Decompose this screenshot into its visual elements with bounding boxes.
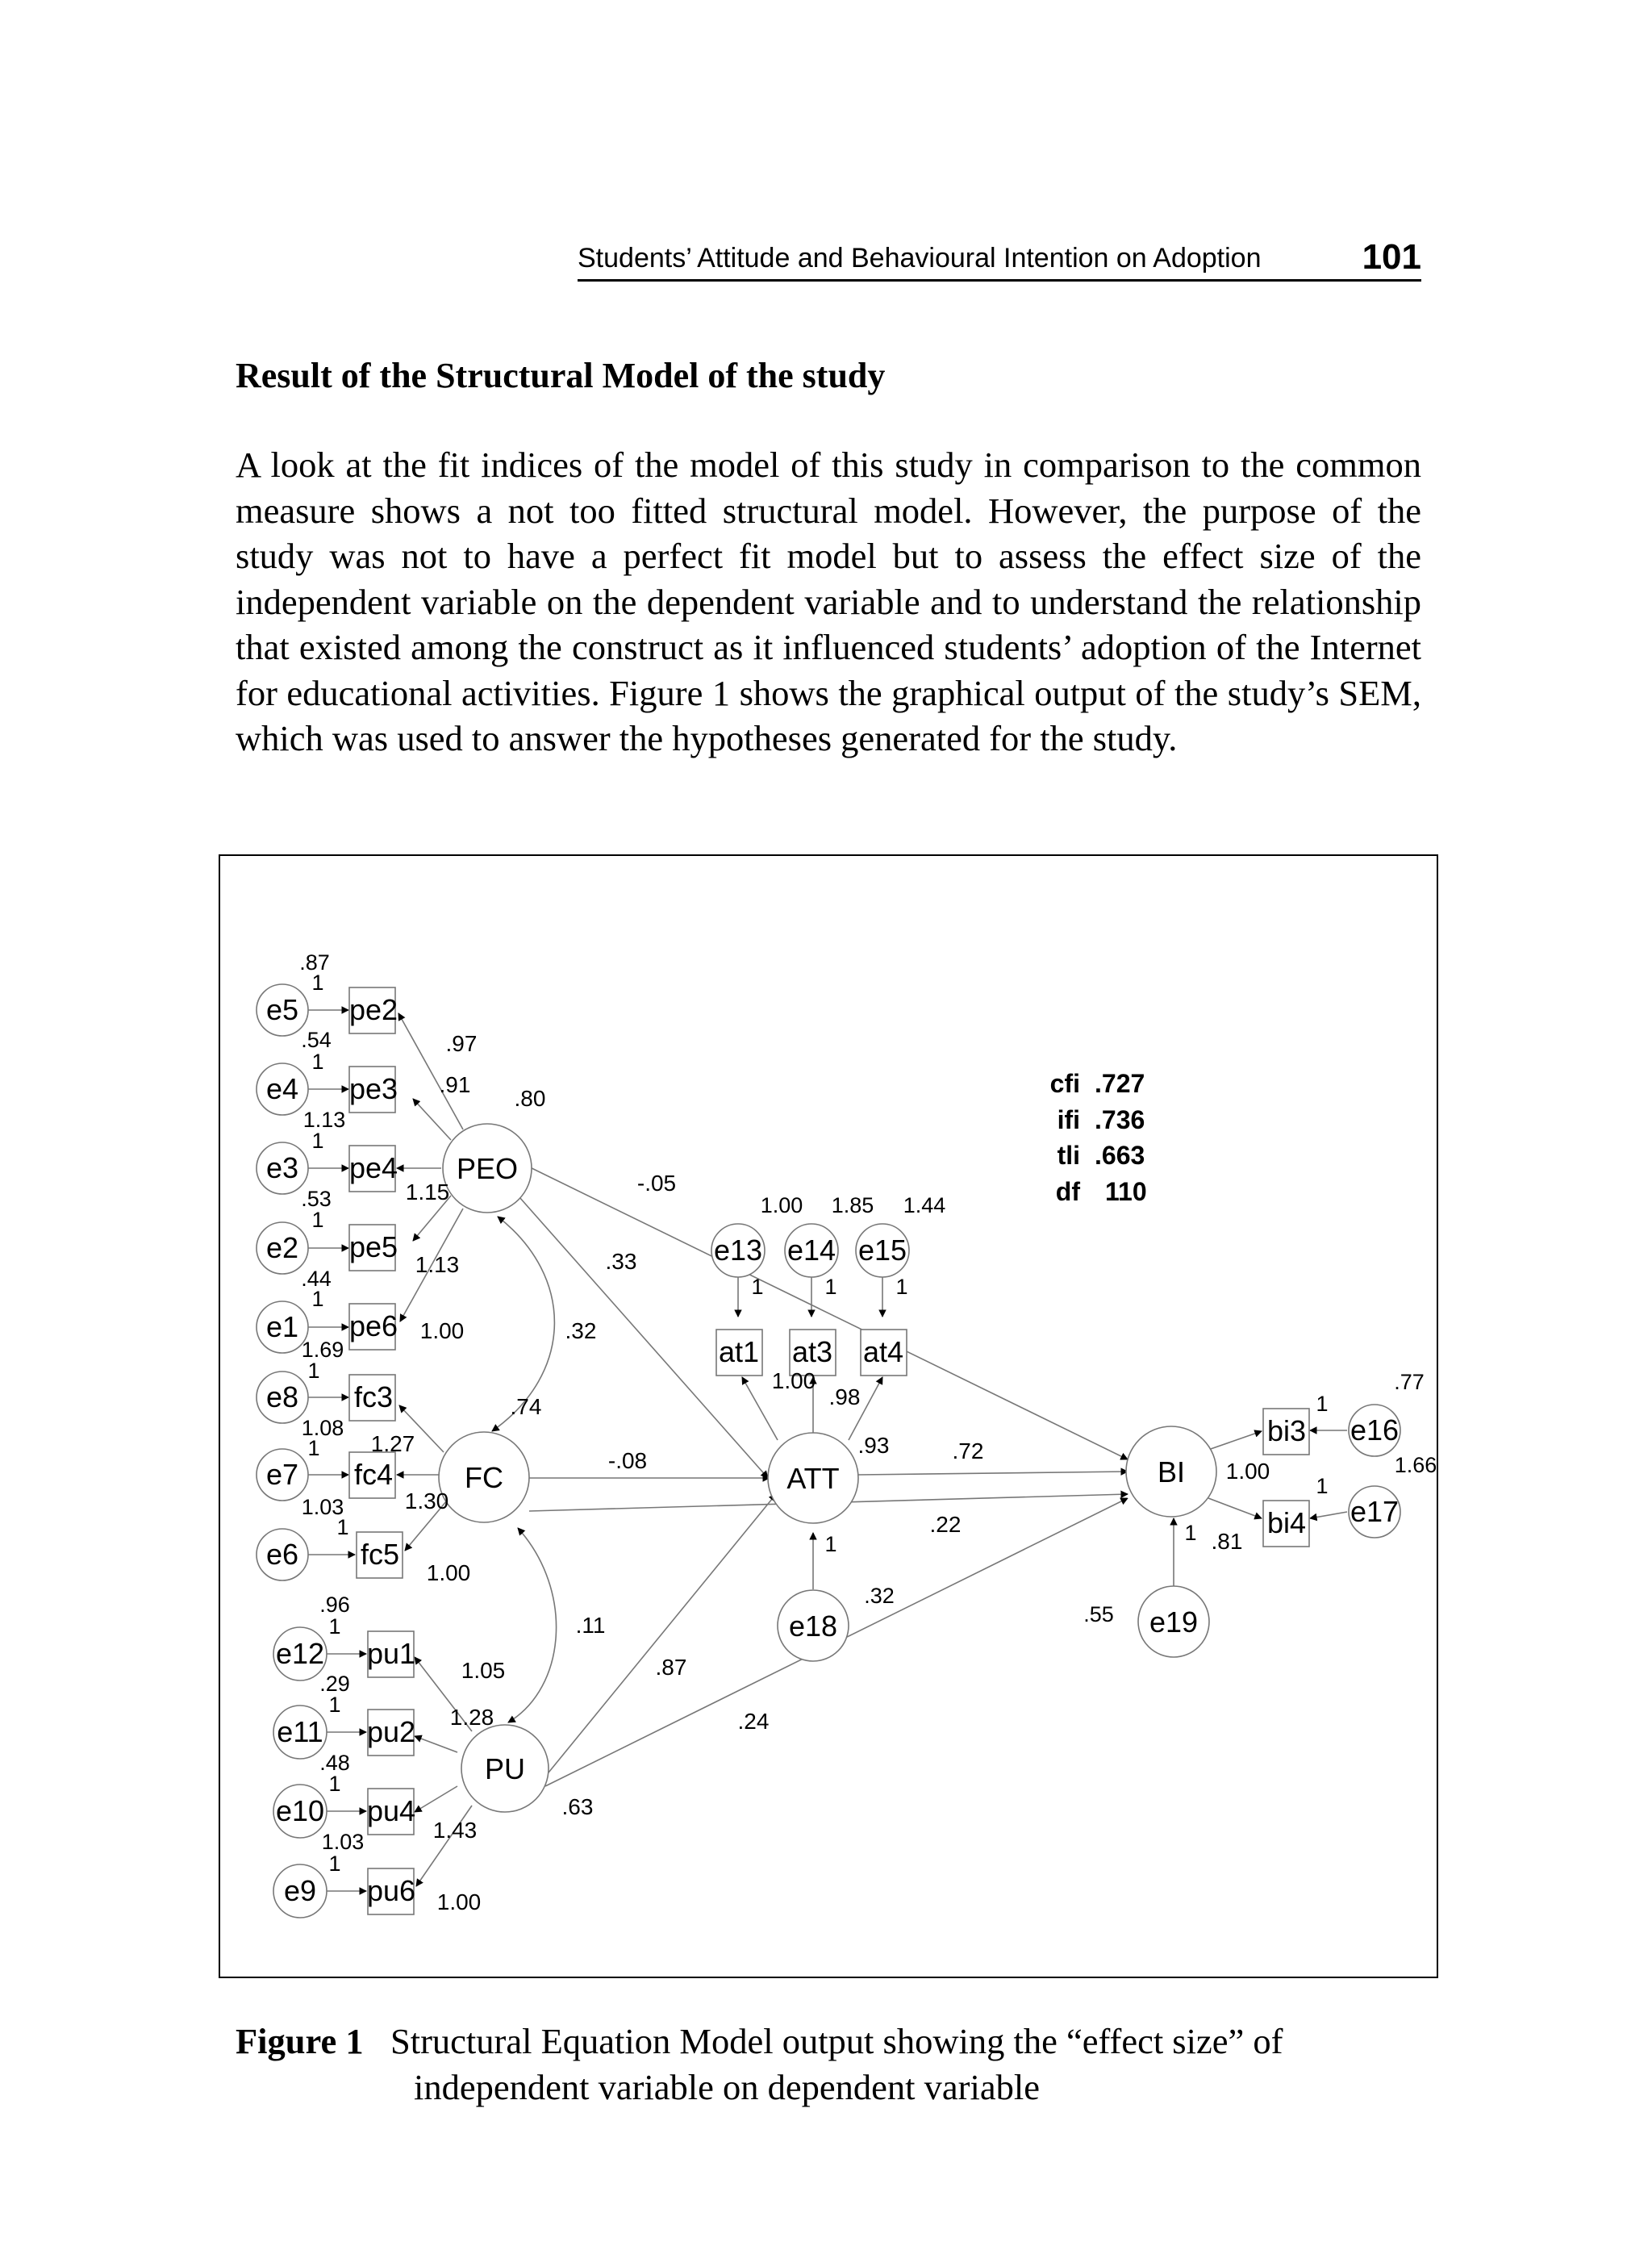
loading-pe4: 1.15	[405, 1179, 450, 1205]
errvar-e2: .53	[301, 1187, 332, 1211]
label-e2: e2	[265, 1231, 299, 1264]
label-e18: e18	[788, 1609, 838, 1643]
path-pu-bi: .24	[737, 1709, 770, 1734]
label-pu2: pu2	[366, 1715, 416, 1748]
loading-pe2: .97	[445, 1031, 478, 1056]
errvar-e9: 1.03	[321, 1830, 365, 1854]
errvar-e8: 1.69	[301, 1338, 344, 1362]
fit-value-cfi: .727	[1095, 1069, 1145, 1098]
covariance-peo-fc: .74	[510, 1394, 542, 1419]
loading-pu1: 1.05	[461, 1658, 506, 1683]
label-at4: at4	[862, 1335, 904, 1368]
label-e5: e5	[265, 993, 299, 1026]
errvar-e18: .32	[864, 1584, 895, 1608]
label-fc4: fc4	[353, 1458, 394, 1491]
fixed-one: 1	[311, 1129, 324, 1153]
label-e4: e4	[265, 1072, 299, 1105]
covariance-fc-pu: .11	[575, 1613, 606, 1638]
path-peo-att: .33	[605, 1249, 637, 1274]
label-pe3: pe3	[348, 1072, 398, 1105]
label-peo: PEO	[456, 1152, 519, 1185]
caption-line-1: Structural Equation Model output showing the “effect size” of	[390, 2021, 1283, 2061]
label-pu: PU	[484, 1752, 526, 1785]
errvar-e4: .54	[301, 1028, 332, 1052]
label-pu4: pu4	[366, 1794, 416, 1827]
label-e16: e16	[1350, 1413, 1400, 1447]
fixed-one: 1	[328, 1693, 341, 1717]
loading-bi3: 1.00	[1225, 1459, 1270, 1484]
label-pe6: pe6	[348, 1309, 398, 1342]
fixed-one: 1	[311, 1208, 324, 1232]
label-e11: e11	[277, 1715, 323, 1748]
loading-bi4: .81	[1211, 1529, 1243, 1554]
fixed-one: 1	[824, 1275, 837, 1299]
label-e13: e13	[713, 1234, 763, 1267]
body-paragraph: A look at the fit indices of the model of this study in comparison to the common measure shows a not too fitted structural model. However, the purpose of the study was not to have a perfect fit model but to assess the effect size of the independent variable on the dependent variable and to understand the relationship that existed among the construct as it influenced students’ adoption of the Internet for educational activities. Figure 1 shows the graphical output of the study’s SEM, which was used to answer the hypotheses generated for the study.	[236, 445, 1421, 758]
label-e6: e6	[265, 1538, 299, 1571]
label-e15: e15	[857, 1234, 907, 1267]
fixed-one: 1	[895, 1275, 908, 1299]
figure-caption	[236, 2019, 1283, 2110]
label-bi3: bi3	[1266, 1414, 1307, 1447]
fit-label-ifi: ifi	[1057, 1105, 1080, 1134]
fit-value-ifi: .736	[1095, 1105, 1145, 1134]
path-peo-bi: -.05	[636, 1171, 677, 1196]
label-bi: BI	[1157, 1455, 1186, 1488]
path-fc-bi: .22	[929, 1512, 962, 1537]
errvar-e11: .29	[319, 1672, 350, 1696]
fixed-one: 1	[328, 1614, 341, 1639]
fixed-one: 1	[328, 1852, 341, 1876]
path-peo-fc: .32	[565, 1318, 597, 1343]
fixed-one: 1	[311, 971, 324, 995]
fit-indices	[1050, 1069, 1147, 1206]
errvar-e7: 1.08	[301, 1416, 344, 1440]
path-att-bi: .72	[952, 1438, 984, 1463]
fit-label-df: df	[1055, 1177, 1080, 1206]
fit-label-tli: tli	[1057, 1141, 1080, 1170]
errvar-e5: .87	[299, 950, 330, 975]
fixed-one: 1	[328, 1772, 341, 1796]
label-e19: e19	[1149, 1605, 1199, 1639]
errvar-e6: 1.03	[301, 1495, 344, 1519]
fit-value-df: 110	[1105, 1177, 1147, 1206]
loading-pe6: 1.00	[419, 1318, 465, 1343]
loading-fc3: 1.27	[370, 1431, 415, 1456]
label-e9: e9	[283, 1874, 317, 1907]
errvar-e10: .48	[319, 1751, 350, 1775]
sem-diagram	[220, 856, 1440, 1980]
label-att: ATT	[786, 1462, 840, 1495]
fixed-one: 1	[307, 1359, 320, 1383]
section-title: Result of the Structural Model of the study	[236, 356, 886, 395]
label-e7: e7	[265, 1458, 299, 1491]
loading-pu6: 1.00	[436, 1889, 482, 1914]
label-pe5: pe5	[348, 1230, 398, 1263]
label-bi4: bi4	[1266, 1506, 1307, 1539]
errvar-e3: 1.13	[302, 1108, 346, 1132]
fixed-one: 1	[1184, 1521, 1197, 1545]
label-at3: at3	[791, 1335, 833, 1368]
running-title: Students’ Attitude and Behavioural Intention on Adoption	[578, 243, 1262, 273]
page-number: 101	[1362, 237, 1421, 277]
errvar-e14: 1.85	[831, 1193, 874, 1217]
loading-pe5: 1.13	[415, 1252, 460, 1277]
label-e3: e3	[265, 1151, 299, 1184]
label-pu1: pu1	[366, 1637, 416, 1670]
label-e14: e14	[786, 1234, 836, 1267]
loading-pu2: 1.28	[449, 1705, 494, 1730]
label-e1: e1	[265, 1310, 299, 1343]
loading-fc5: 1.00	[426, 1560, 471, 1585]
sem-figure	[219, 854, 1438, 1978]
loading-at3: .98	[828, 1384, 861, 1409]
errvar-e16: .77	[1394, 1370, 1425, 1394]
fixed-one: 1	[311, 1287, 324, 1311]
fixed-one: 1	[311, 1050, 324, 1074]
label-e10: e10	[275, 1794, 325, 1827]
errvar-e17: 1.66	[1394, 1453, 1437, 1477]
label-fc3: fc3	[353, 1380, 394, 1413]
label-fc: FC	[465, 1461, 503, 1494]
errvar-e12: .96	[319, 1593, 350, 1617]
caption-line-2: independent variable on dependent variable	[414, 2067, 1040, 2107]
label-e12: e12	[275, 1637, 325, 1670]
fixed-one: 1	[336, 1515, 349, 1539]
variance-peo: .80	[514, 1086, 546, 1111]
errvar-e1: .44	[301, 1267, 332, 1291]
errvar-e19: .55	[1083, 1602, 1114, 1626]
fixed-one: 1	[1316, 1474, 1329, 1498]
errvar-e15: 1.44	[903, 1193, 946, 1217]
caption-label: Figure 1	[236, 2021, 364, 2061]
running-header	[578, 237, 1421, 282]
fit-value-tli: .663	[1095, 1141, 1145, 1170]
fixed-one: 1	[307, 1436, 320, 1460]
loading-fc4: 1.30	[404, 1488, 449, 1513]
label-pe4: pe4	[348, 1151, 398, 1184]
label-at1: at1	[718, 1335, 760, 1368]
fixed-one: 1	[1316, 1392, 1329, 1416]
path-pu-att: .87	[655, 1655, 687, 1680]
errvar-e13: 1.00	[760, 1193, 803, 1217]
fixed-one: 1	[824, 1532, 837, 1556]
label-e8: e8	[265, 1380, 299, 1413]
label-pu6: pu6	[366, 1874, 416, 1907]
label-fc5: fc5	[360, 1538, 400, 1571]
path-fc-att: -.08	[607, 1448, 648, 1473]
loading-pe3: .91	[439, 1072, 471, 1097]
loading-at4: .93	[857, 1433, 890, 1458]
label-pe2: pe2	[348, 993, 398, 1026]
fit-label-cfi: cfi	[1049, 1069, 1080, 1098]
label-e17: e17	[1350, 1495, 1400, 1528]
loading-pu4: 1.43	[432, 1818, 478, 1843]
loading-at1: 1.00	[771, 1368, 816, 1393]
variance-pu: .63	[561, 1794, 594, 1819]
fixed-one: 1	[751, 1275, 764, 1299]
